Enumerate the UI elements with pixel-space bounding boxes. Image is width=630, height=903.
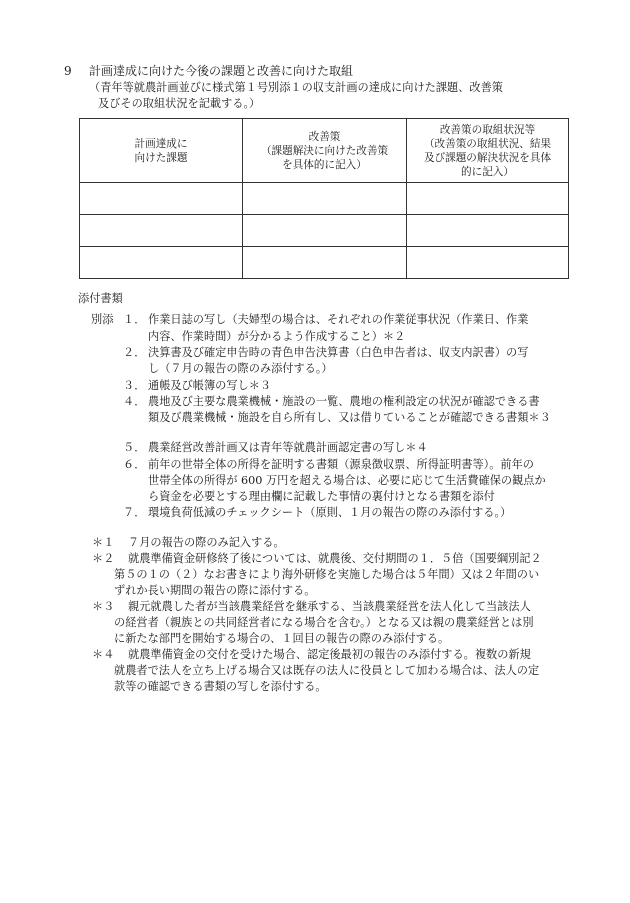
header-text: を具体的に記入） <box>282 158 367 171</box>
attachment-line: ら資金を必要とする理由欄に記載した事情の裏付けとなる書類を添付 <box>148 490 495 503</box>
note-line: ７月の報告の際のみ記入する。 <box>128 536 285 549</box>
header-text: 及び課題の解決状況を具体 <box>423 151 552 164</box>
note-line: ずれか長い期間の報告の際に添付する。 <box>114 584 316 597</box>
note-line: 第５の１の（２）なお書きにより海外研修を実施した場合は５年間）又は２年間のい <box>114 568 540 581</box>
note-line: 親元就農した者が当該農業経営を継承する、当該農業経営を法人化して当該法人 <box>128 600 531 613</box>
header-text: 向けた課題 <box>134 151 188 164</box>
section-note-line-2: 及びその取組状況を記載する。） <box>98 97 261 110</box>
table-cell <box>407 247 569 279</box>
note-line: の経営者（親族との共同経営者になる場合を含む。）となる又は親の農業経営とは別 <box>114 616 534 629</box>
note-mark: ＊２ <box>92 552 115 565</box>
attachment-line: 内容、作業時間）が分かるよう作成すること）＊２ <box>148 330 406 343</box>
attachment-line: 環境負荷低減のチェックシート（原則、１月の報告の際のみ添付する。） <box>148 506 512 519</box>
header-issues <box>80 119 243 183</box>
note-line: 就農準備資金研修終了後については、就農後、交付期間の１．５倍（国要綱別記２ <box>128 552 542 565</box>
table-cell <box>80 183 243 215</box>
note-line: 就農者で法人を立ち上げる場合又は既存の法人に役員として加わる場合は、法人の定 <box>114 664 540 677</box>
note-line: 款等の確認できる書類の写しを添付する。 <box>114 680 327 693</box>
attachment-number: １． <box>123 313 146 326</box>
table-cell <box>243 247 407 279</box>
attachment-number: ３． <box>123 379 146 392</box>
attachments-heading: 添付書類 <box>78 292 123 305</box>
attachment-number: ２． <box>123 346 146 359</box>
section-title: 計画達成に向けた今後の課題と改善に向けた取組 <box>89 64 354 78</box>
table-cell <box>407 183 569 215</box>
attachment-line: 決算書及び確定申告時の青色申告決算書（白色申告者は、収支内訳書）の写 <box>148 346 529 359</box>
attachment-line: 世帯全体の所得が 600 万円を超える場合は、必要に応じて生活費確保の観点か <box>148 474 546 487</box>
attachment-number: ４． <box>123 395 146 408</box>
table-cell <box>243 215 407 247</box>
header-text: （課題解決に向けた改善策 <box>260 144 389 157</box>
table-cell <box>80 247 243 279</box>
table-header-row <box>80 119 569 183</box>
note-mark: ＊３ <box>92 600 115 613</box>
table-cell <box>243 183 407 215</box>
attachment-line: 通帳及び帳簿の写し＊３ <box>148 379 272 392</box>
attachment-number: ７． <box>123 506 146 519</box>
table-row <box>80 183 569 215</box>
table-cell <box>407 215 569 247</box>
header-text: （改善策の取組状況、結果 <box>423 137 552 150</box>
attachment-line: 農業経営改善計画又は青年等就農計画認定書の写し＊４ <box>148 441 428 454</box>
section-number: 9 <box>64 64 72 78</box>
attachment-line: 作業日誌の写し（夫婦型の場合は、それぞれの作業従事状況（作業日、作業 <box>148 313 529 326</box>
table-row <box>80 247 569 279</box>
note-mark: ＊４ <box>92 648 115 661</box>
attachment-line: 農地及び主要な農業機械・施設の一覧、農地の権利設定の状況が確認できる書 <box>148 395 540 408</box>
table-cell <box>80 215 243 247</box>
header-text: 改善策の取組状況等 <box>439 123 536 136</box>
header-text: 的に記入） <box>461 165 514 178</box>
note-line: 就農準備資金の交付を受けた場合、認定後最初の報告のみ添付する。複数の新規 <box>128 648 531 661</box>
plan-issues-table <box>79 118 569 279</box>
note-line: に新たな部門を開始する場合の、１回目の報告の際のみ添付する。 <box>114 632 450 645</box>
attachment-number: ６． <box>123 458 146 471</box>
attachments-label: 別添 <box>91 313 114 326</box>
note-mark: ＊１ <box>92 536 115 549</box>
header-text: 計画達成に <box>134 137 188 150</box>
header-status <box>407 119 569 183</box>
table-row <box>80 215 569 247</box>
attachment-line: し（７月の報告の際のみ添付する。） <box>148 362 333 375</box>
attachment-number: ５． <box>123 441 146 454</box>
attachment-line: 類及び農業機械・施設を自ら所有し、又は借りていることが確認できる書類＊３ <box>148 411 551 424</box>
header-text: 改善策 <box>308 130 341 143</box>
header-improvements <box>243 119 407 183</box>
section-note-line-1: （青年等就農計画並びに様式第１号別添１の収支計画の達成に向けた課題、改善策 <box>89 81 503 94</box>
attachment-line: 前年の世帯全体の所得を証明する書類（源泉徴収票、所得証明書等）。前年の <box>148 458 534 471</box>
